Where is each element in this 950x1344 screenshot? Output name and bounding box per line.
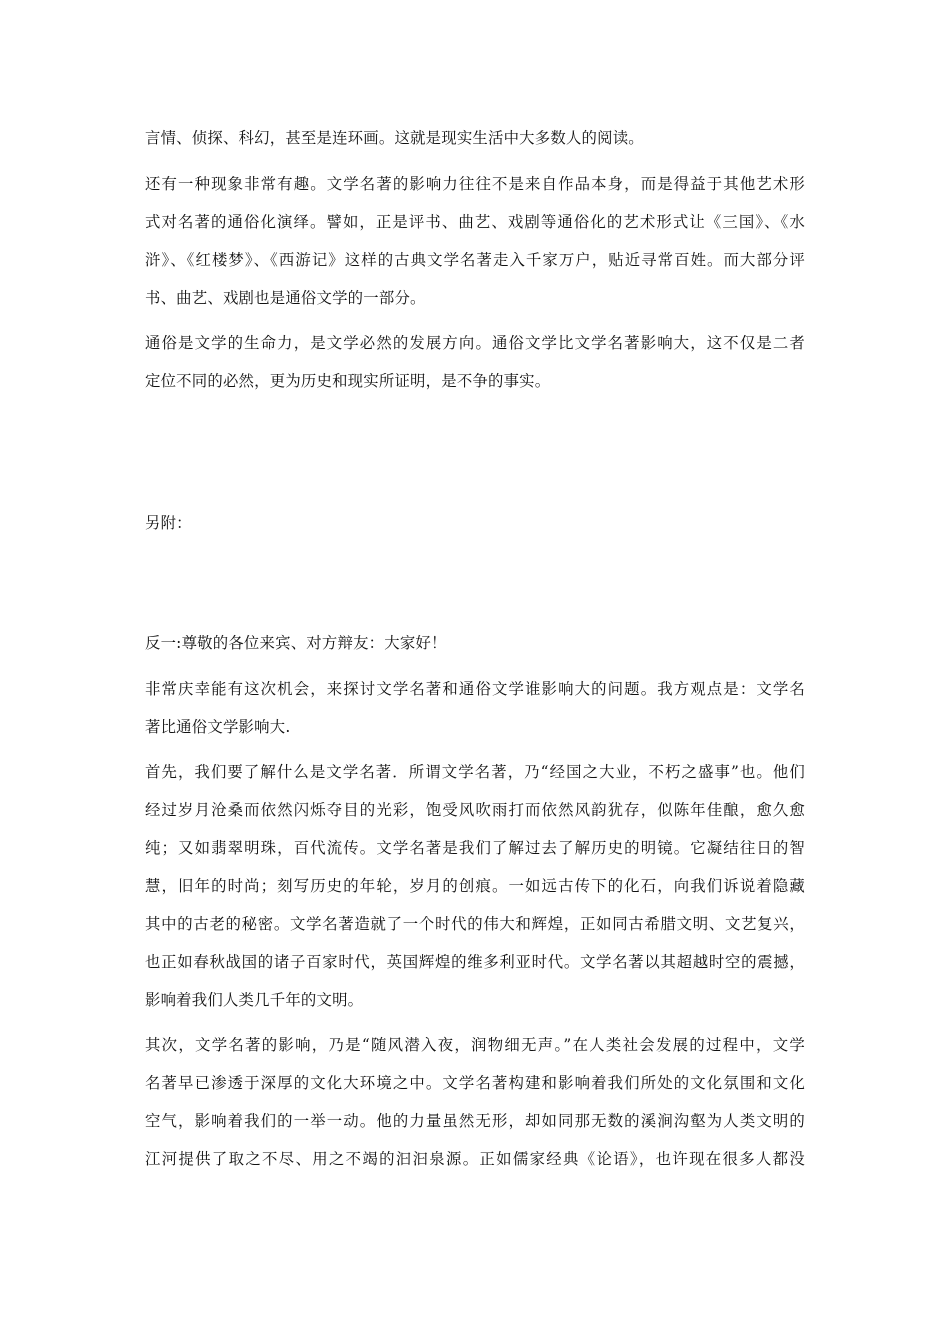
text-line: 首先，我们要了解什么是文学名著．所谓文学名著，乃“经国之大业，不朽之盛事”也。他们: [145, 763, 805, 781]
text-line: 空气，影响着我们的一举一动。他的力量虽然无形，却如同那无数的溪涧沟壑为人类文明的: [145, 1112, 805, 1130]
text-line: 言情、侦探、科幻，甚至是连环画。这就是现实生活中大多数人的阅读。: [145, 129, 644, 147]
text-line: 通俗是文学的生命力，是文学必然的发展方向。通俗文学比文学名著影响大，这不仅是二者: [145, 334, 805, 352]
text-line: 浒》、《红楼梦》、《西游记》这样的古典文学名著走入千家万户，贴近寻常百姓。而大部分评: [145, 251, 805, 269]
text-line: 著比通俗文学影响大.: [145, 718, 291, 736]
text-line: 书、曲艺、戏剧也是通俗文学的一部分。: [145, 289, 426, 307]
text-line: 纯；又如翡翠明珠，百代流传。文学名著是我们了解过去了解历史的明镜。它凝结往日的智: [145, 839, 805, 857]
text-line: 非常庆幸能有这次机会，来探讨文学名著和通俗文学谁影响大的问题。我方观点是：文学名: [145, 680, 805, 698]
text-line: 反一:尊敬的各位来宾、对方辩友：大家好！: [145, 634, 447, 652]
text-line: 定位不同的必然，更为历史和现实所证明，是不争的事实。: [145, 372, 551, 390]
text-line: 慧，旧年的时尚；刻写历史的年轮，岁月的创痕。一如远古传下的化石，向我们诉说着隐藏: [145, 877, 805, 895]
text-line: 也正如春秋战国的诸子百家时代，英国辉煌的维多利亚时代。文学名著以其超越时空的震撼，: [145, 953, 805, 971]
text-line: 还有一种现象非常有趣。文学名著的影响力往往不是来自作品本身，而是得益于其他艺术形: [145, 175, 805, 193]
text-line: 其中的古老的秘密。文学名著造就了一个时代的伟大和辉煌，正如同古希腊文明、文艺复兴，: [145, 915, 805, 933]
text-line: 影响着我们人类几千年的文明。: [145, 991, 364, 1009]
text-line: 江河提供了取之不尽、用之不竭的汩汩泉源。正如儒家经典《论语》，也许现在很多人都没: [145, 1150, 805, 1168]
text-line: 式对名著的通俗化演绎。譬如，正是评书、曲艺、戏剧等通俗化的艺术形式让《三国》、《水: [145, 213, 805, 231]
text-line: 其次，文学名著的影响，乃是“随风潜入夜，润物细无声。”在人类社会发展的过程中，文学: [145, 1036, 805, 1054]
section-heading: 另附：: [145, 514, 192, 532]
text-line: 经过岁月沧桑而依然闪烁夺目的光彩，饱受风吹雨打而依然风韵犹存，似陈年佳酿，愈久愈: [145, 801, 805, 819]
text-line: 名著早已渗透于深厚的文化大环境之中。文学名著构建和影响着我们所处的文化氛围和文化: [145, 1074, 805, 1092]
